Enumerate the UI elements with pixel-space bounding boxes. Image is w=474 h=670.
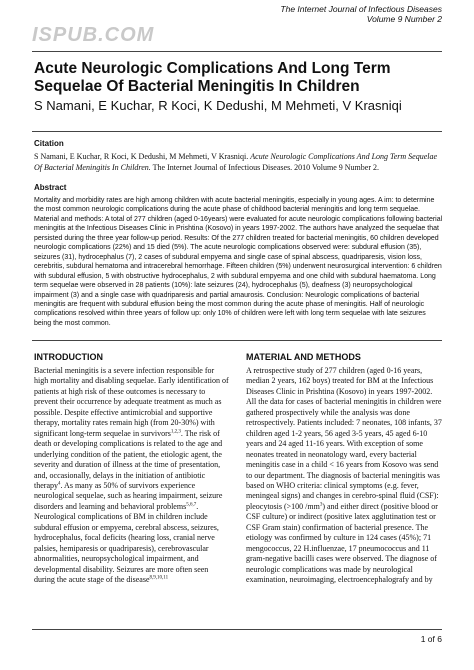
citation-source: The Internet Journal of Infectious Diseases. 2010 Volume 9 Number 2. (152, 162, 379, 172)
journal-info (280, 4, 442, 24)
citation-heading: Citation (34, 139, 64, 148)
methods-text-2: ) and either direct (positive blood or CSF culture) or indirect (positive latex agglutination test or CSF Gram stain) confirmation of bacterial presence. The etiology was confirmed by culture in 124 cases (45%); 71 mengococcus, 22 H.influenzae, 17 pneumococcus and 11 gram-negative bacilli cases were observed. The diagnose of neurologic complications was made by neurological examination, neuroimaging, electroencephalografy and by (246, 501, 438, 585)
methods-text (246, 366, 442, 586)
title-rule (32, 131, 442, 132)
journal-name: The Internet Journal of Infectious Diseases (280, 4, 442, 14)
intro-text-1: Bacterial meningitis is a severe infection responsible for high mortality and disabling sequelae. Early identification of patients at high risk of these outcomes is necessary to prevent their occurrence by adequate treatment as much as possible. Despite effective antimicrobial and supportive therapy, mortality rates remain high (from 20-30%) with significant long-term sequelae in survivors (34, 366, 229, 438)
citation-title: Acute Neurologic Complications And Long Term Sequelae Of Bacterial Meningitis In Children. (34, 152, 438, 172)
page-header (0, 0, 474, 50)
introduction-heading: INTRODUCTION (34, 352, 103, 362)
intro-text-2: . The risk of death or developing complications is related to the age and underlying condition of the patient, the etiologic agent, the severity and duration of illness at the time of presentation, and, occasionally, delays in the initiation of antibiotic therapy (34, 428, 223, 490)
abstract-rule (32, 340, 442, 341)
reference-superscript: 4 (58, 481, 61, 487)
abstract-text: Mortality and morbidity rates are high among children with acute bacterial meningitis, especially in young ages. A im: to determine the most common neurologic complications during the acute phase of childhood bacterial meningitis and long term sequelae. Material and methods: A total of 277 children (aged 0-16years) were evaluated for acute neurologic complications following bacterial meningitis at the Infectious Diseases Clinic in Prishtina (Kosovo) in years 1997-2002. The authors have analyzed the sequelae that persisted during the three year follow-up period. Results: Of the 277 children treated for bacterial meningitis, 60 children developed neurologic complications (22%) and 15 died (5%). The acute neurologic complications observed were: subdural effusion (35), seizures (31), hydrocephalus (7), 2 cases of subdural empyema and single case of spinal abscess, quadriparesis, vision loss, cerebritis, subdural hematoma and intracerebral hemorrhage. Fifteen children (5%) underwent neurosurgical intervention: 6 children with subdural effusion, 5 with obstructive hydrocephalus, 2 with subdural empyema and one child with subdural haematoma. Long term sequelae were observed in 28 patients (10%): late seizures (24), hydrocephalus (5), deafness (3) neuropsychological impairment (3) and a single case with quadriparesis and partial amaurosis. Conclusion: Neurologic complications of bacterial meningitis are frequent with subdural effusion being the most common during the acute phase of meningitis. Half of neurologic complications resolved within three years of follow up: only 10% of children were left with long term sequelae with late seizures being the most common. (34, 197, 443, 327)
page-number: 1 of 6 (420, 634, 442, 644)
reference-superscript: 1,2,3 (170, 429, 181, 435)
site-logo[interactable]: ISPUB.COM (32, 24, 155, 46)
footer-rule (32, 629, 442, 630)
methods-text-1: A retrospective study of 277 children (aged 0-16 years, median 2 years, 162 boys) treated for BM at the Infectious Diseases Clinic in Prishtina (Kosovo) in years 1997-2002. All the data for cases of bacterial meningitis in children were gathered prospectively while the analysis was done retrospectively. Patients included: 7 neonates, 108 infants, 37 children aged 1-2 years, 56 aged 3-5 years, 45 aged 6-10 years and 24 aged 11-16 years. With exception of some neonates treated in neonatology ward, every bacterial meningitis case in a child < 16 years from Kosovo was send to our department. The diagnosis of bacterial meningitis was based on WHO criteria: clinical symptoms (e.g. fever, meningeal signs) and changes in cerebro-spinal fluid (CSF): pleocytosis (>100 /mm (246, 366, 442, 511)
introduction-column (34, 352, 230, 586)
abstract-heading: Abstract (34, 183, 67, 192)
article-title: Acute Neurologic Complications And Long Term Sequelae Of Bacterial Meningitis In Children (34, 60, 391, 95)
citation-authors: S Namani, E Kuchar, R Koci, K Dedushi, M Mehmeti, V Krasniqi. (34, 152, 249, 161)
unit-superscript: 3 (319, 502, 323, 508)
intro-text-3: . As many as 50% of survivors experience neurological sequelae, such as hearing impairment, seizure disorders and learning and behavioral problems (34, 480, 223, 511)
methods-column (246, 352, 442, 586)
reference-superscript: 8,9,10,11 (149, 575, 169, 581)
article-authors: S Namani, E Kuchar, R Koci, K Dedushi, M Mehmeti, V Krasniqi (34, 98, 402, 113)
citation-text (34, 152, 444, 173)
intro-text-4: . Neurological complications of BM in children include subdural effusion or empyema, cerebral abscess, seizures, hydrocephalus, focal deficits (hearing loss, cranial nerve palsies, hemiparesis or quadriparesis), cerebrovascular abnormalities, neuropsychological impairment, and developmental disability. Seizures are more often seen during the acute stage of the disease (34, 501, 219, 585)
journal-volume: Volume 9 Number 2 (366, 14, 442, 24)
reference-superscript: 5,6,7 (186, 502, 197, 508)
header-rule (32, 51, 442, 52)
methods-heading: MATERIAL AND METHODS (246, 352, 361, 362)
introduction-text (34, 366, 230, 586)
